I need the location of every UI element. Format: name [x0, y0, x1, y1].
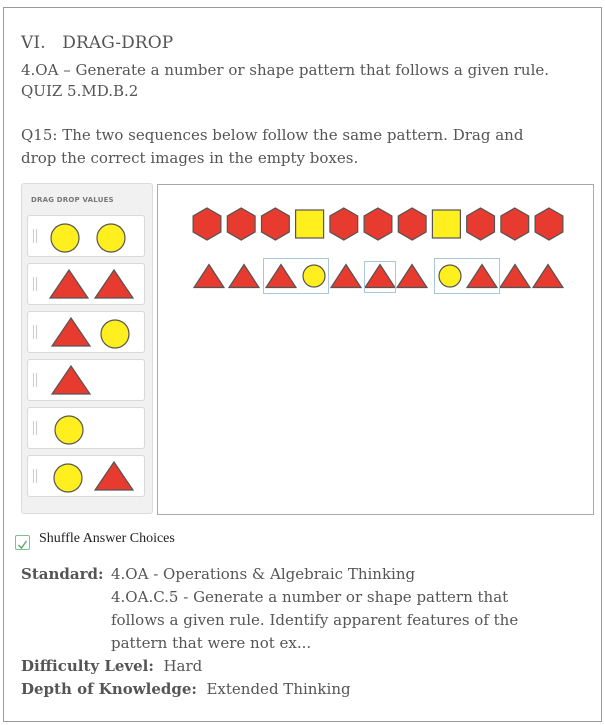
dok-label: Depth of Knowledge: [21, 680, 197, 698]
difficulty-label: Difficulty Level: [21, 657, 154, 675]
square-shape [296, 210, 324, 238]
drag-item-triangle-circle[interactable] [27, 311, 145, 353]
drag-drop-values-panel [21, 183, 153, 514]
hexagon-shape [364, 208, 392, 240]
triangle-shape [331, 265, 361, 288]
circle-shape [54, 464, 82, 492]
drag-item-circle-circle[interactable] [27, 215, 145, 257]
section-name: DRAG-DROP [62, 33, 174, 53]
hexagon-shape [398, 208, 426, 240]
drag-item-circle-triangle[interactable] [27, 455, 145, 497]
hexagon-shape [501, 208, 529, 240]
drag-drop-header: DRAG DROP VALUES [31, 196, 114, 204]
check-icon [16, 538, 29, 551]
drag-item-triangle-triangle[interactable] [27, 263, 145, 305]
triangle-shape [533, 265, 563, 288]
question-line-1: Q15: The two sequences below follow the same pattern. Drag and [21, 126, 524, 144]
section-number: VI. [21, 33, 46, 53]
question-line-2: drop the correct images in the empty boxes. [21, 149, 359, 167]
hexagon-shape [262, 208, 290, 240]
hexagon-shape [227, 208, 255, 240]
circle-shape [97, 224, 125, 252]
sequence-drawing [158, 185, 595, 516]
drag-item-shapes [28, 216, 146, 258]
question-text [21, 124, 561, 170]
triangle-shape [95, 462, 133, 490]
question-card [3, 7, 602, 722]
drag-item-shapes [28, 360, 146, 402]
drag-item-shapes [28, 264, 146, 306]
triangle-shape [52, 318, 90, 346]
drop-canvas[interactable] [157, 184, 594, 515]
triangle-shape [397, 265, 427, 288]
shuffle-checkbox[interactable] [15, 535, 30, 550]
triangle-shape [229, 265, 259, 288]
drop-zone-1[interactable] [263, 258, 329, 294]
drag-item-shapes [28, 312, 146, 354]
circle-shape [51, 224, 79, 252]
section-title [21, 33, 173, 53]
drop-zone-2[interactable] [364, 261, 396, 293]
drop-zone-3[interactable] [434, 258, 500, 294]
standard-value-4: pattern that were not ex... [111, 634, 312, 652]
drag-item-circle[interactable] [27, 407, 145, 449]
triangle-shape [95, 270, 133, 298]
triangle-shape [500, 265, 530, 288]
hexagon-shape [193, 208, 221, 240]
shuffle-label: Shuffle Answer Choices [39, 531, 175, 546]
circle-shape [55, 416, 83, 444]
hexagon-shape [535, 208, 563, 240]
triangle-shape [50, 270, 88, 298]
difficulty-value: Hard [163, 657, 203, 675]
standard-value-3: follows a given rule. Identify apparent features of the [111, 611, 519, 629]
standard-value-2: 4.OA.C.5 - Generate a number or shape pattern that [111, 588, 509, 606]
hexagon-shape [467, 208, 495, 240]
drag-item-triangle[interactable] [27, 359, 145, 401]
triangle-shape [52, 366, 90, 394]
hexagon-shape [330, 208, 358, 240]
standard-value-1: 4.OA - Operations & Algebraic Thinking [111, 565, 416, 583]
drag-item-shapes [28, 408, 146, 450]
circle-shape [101, 320, 129, 348]
standard-label: Standard: [21, 565, 104, 583]
dok-value: Extended Thinking [206, 680, 351, 698]
drag-item-shapes [28, 456, 146, 498]
difficulty-row [21, 657, 202, 675]
standard-line-2: QUIZ 5.MD.B.2 [21, 82, 139, 100]
square-shape [432, 210, 460, 238]
triangle-shape [194, 265, 224, 288]
dok-row [21, 680, 351, 698]
standard-line-1: 4.OA – Generate a number or shape pattern that follows a given rule. [21, 61, 550, 79]
